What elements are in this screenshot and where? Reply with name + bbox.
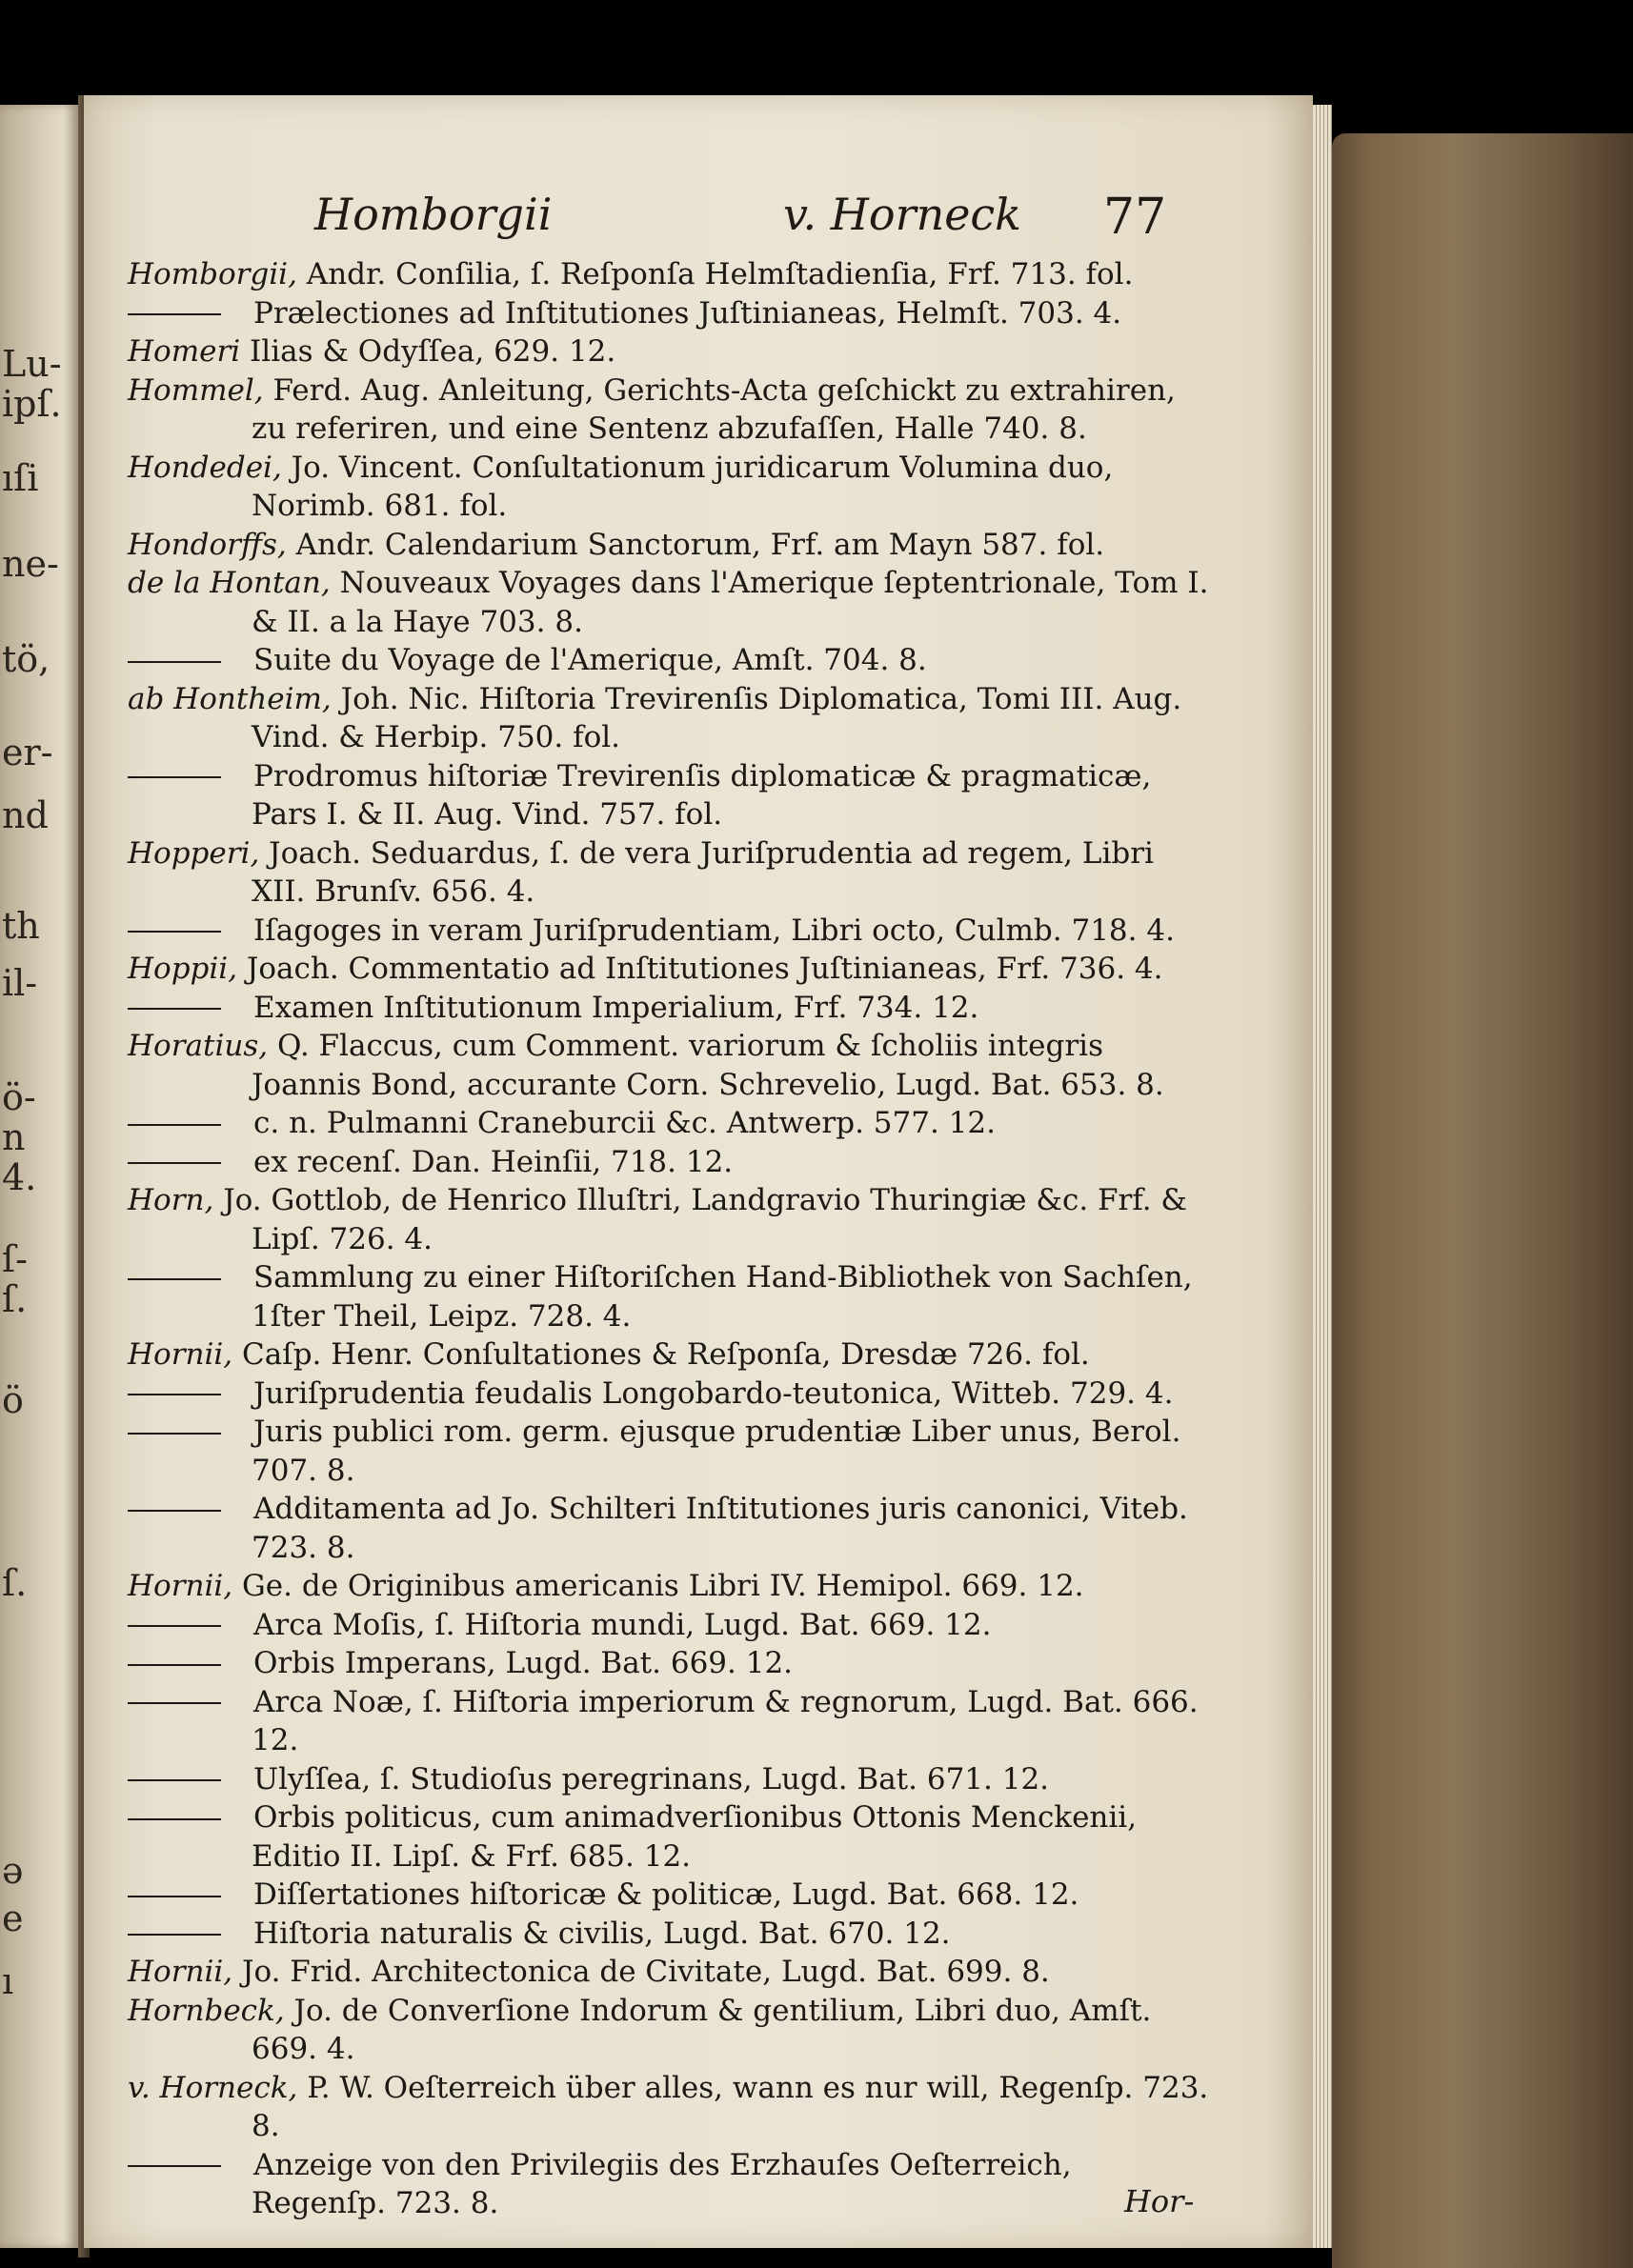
entry-author: Hornii, [128, 1955, 233, 1989]
entry-author: ab Hontheim, [128, 681, 332, 716]
left-page-fragment: ipſ. [2, 383, 62, 425]
entry-text: Anzeige von den Privilegiis des Erzhauſes Oeſterreich, Regenſp. 723. 8. [252, 2147, 1081, 2220]
left-page-fragment: il- [2, 962, 38, 1004]
bibliography-entry [128, 641, 1214, 680]
ditto-dash [128, 661, 221, 663]
catchword: Hor- [1124, 2183, 1195, 2219]
left-page-fragment: nd [2, 794, 49, 836]
left-page-fragment: ne- [2, 543, 59, 585]
left-page-fragment: n [2, 1116, 26, 1158]
entry-text: Iſagoges in veram Juriſprudentiam, Libri octo, Culmb. 718. 4. [253, 913, 1175, 948]
entry-text: Jo. Vincent. Conſultationum juridicarum Volumina duo, Norimb. 681. fol. [252, 450, 1123, 523]
ditto-dash [128, 1779, 221, 1781]
entry-author: Hoppii, [128, 952, 238, 986]
entry-text: c. n. Pulmanni Craneburcii &c. Antwerp. 577. 12. [253, 1106, 996, 1140]
bibliography-entry [128, 1181, 1214, 1258]
ditto-dash [128, 1664, 221, 1666]
bibliography-entry [128, 1644, 1214, 1683]
entry-text: Sammlung zu einer Hiſtoriſchen Hand-Bibliothek von Sachſen, 1ſter Theil, Leipz. 728. 4. [252, 1260, 1202, 1334]
entry-text: P. W. Oeſterreich über alles, wann es nur will, Regenſp. 723. 8. [252, 2070, 1219, 2143]
entry-text: Joach. Commentatio ad Inſtitutiones Juſtinianeas, Frf. 736. 4. [237, 952, 1163, 986]
bibliography-entry [128, 1027, 1214, 1104]
entry-author: v. Horneck, [128, 2070, 298, 2105]
entry-text: Ge. de Originibus americanis Libri IV. Hemipol. 669. 12. [232, 1569, 1084, 1603]
entry-text: Orbis Imperans, Lugd. Bat. 669. 12. [253, 1646, 794, 1680]
bibliography-entry [128, 1567, 1214, 1606]
ditto-dash [128, 1433, 221, 1435]
entry-author: Homborgii, [128, 257, 297, 291]
entry-text: Q. Flaccus, cum Comment. variorum & ſcholiis integris Joannis Bond, accurante Corn. Schrevelio, Lugd. Bat. 653. 8. [252, 1029, 1164, 1102]
bibliography-entry [128, 1413, 1214, 1490]
bibliography-entry [128, 1606, 1214, 1645]
ditto-dash [128, 313, 221, 315]
left-page-fragment: th [2, 905, 40, 947]
ditto-dash [128, 1896, 221, 1897]
entry-text: Hiſtoria naturalis & civilis, Lugd. Bat. 670. 12. [253, 1916, 951, 1951]
entry-text: Additamenta ad Jo. Schilteri Inſtitutiones juris canonici, Viteb. 723. 8. [252, 1492, 1198, 1565]
bibliography-entry [128, 564, 1219, 641]
entry-text: Diſſertationes hiſtoricæ & politicæ, Lugd. Bat. 668. 12. [253, 1877, 1079, 1912]
left-page-fragment: ö [2, 1379, 24, 1421]
bibliography-entry [128, 989, 1214, 1028]
page-number: 77 [1103, 189, 1167, 246]
bibliography-entry [128, 757, 1214, 834]
ditto-dash [128, 1934, 221, 1936]
bibliography-entry [128, 1915, 1214, 1954]
entry-text: Jo. de Converſione Indorum & gentilium, Libri duo, Amſt. 669. 4. [252, 1993, 1161, 2066]
entry-text: Suite du Voyage de l'Amerique, Amſt. 704. 8. [253, 643, 927, 677]
entry-text: Juris publici rom. germ. ejusque prudentiæ Liber unus, Berol. 707. 8. [252, 1415, 1191, 1488]
entry-text: Prodromus hiſtoriæ Trevirenſis diplomaticæ & pragmaticæ, Pars I. & II. Aug. Vind. 757. fol. [252, 758, 1161, 832]
bibliography-entry [128, 912, 1214, 951]
left-page-fragment: ı [2, 1960, 14, 2002]
ditto-dash [128, 1625, 221, 1627]
ditto-dash [128, 1818, 221, 1820]
entry-text: Ulyſſea, ſ. Studioſus peregrinans, Lugd. Bat. 671. 12. [253, 1761, 1050, 1796]
entry-text: Orbis politicus, cum animadverſionibus Ottonis Menckenii, Editio II. Lipſ. & Frf. 685. 12. [252, 1800, 1146, 1874]
entry-author: Horn, [128, 1183, 214, 1217]
bibliography-entry [128, 294, 1214, 333]
bibliography-entry [128, 2069, 1219, 2146]
entry-text: Examen Inſtitutionum Imperialium, Frf. 734. 12. [253, 990, 979, 1025]
bibliography-entry [128, 1876, 1214, 1915]
left-page-fragment: 4. [2, 1156, 37, 1198]
entry-author: Hornii, [128, 1337, 233, 1372]
entry-text: Joach. Seduardus, ſ. de vera Juriſprudentia ad regem, Libri XII. Brunſv. 656. 4. [252, 835, 1163, 909]
left-facing-page [0, 105, 78, 2248]
entry-text: Arca Moſis, ſ. Hiſtoria mundi, Lugd. Bat. 669. 12. [253, 1607, 992, 1642]
entry-text: Prælectiones ad Inſtitutiones Juſtinianeas, Helmſt. 703. 4. [253, 295, 1122, 331]
left-page-fragment: ıſi [2, 457, 39, 499]
entry-text: Juriſprudentia feudalis Longobardo-teutonica, Witteb. 729. 4. [253, 1375, 1174, 1411]
bibliography-entry [128, 1953, 1214, 1992]
entry-text: Nouveaux Voyages dans l'Amerique ſeptentrionale, Tom I. & II. a la Haye 703. 8. [252, 566, 1219, 639]
bibliography-entry [128, 834, 1214, 912]
bibliography-entry [128, 1683, 1214, 1760]
ditto-dash [128, 931, 221, 933]
entry-author: Horatius, [128, 1029, 269, 1063]
leather-cover [1332, 133, 1633, 2268]
entry-author: Hornbeck, [128, 1993, 285, 2028]
entry-author: Homeri [128, 334, 241, 369]
entry-text: ex recenſ. Dan. Heinſii, 718. 12. [253, 1144, 734, 1179]
ditto-dash [128, 1124, 221, 1126]
bibliography-entry [128, 449, 1214, 526]
bibliography-entry [128, 1375, 1214, 1414]
bibliography-entry [128, 2146, 1214, 2223]
left-page-fragment: ə [2, 1850, 24, 1892]
entry-author: Hornii, [128, 1569, 233, 1603]
ditto-dash [128, 1394, 221, 1395]
bibliography-entry [128, 680, 1214, 757]
bibliography-entry [128, 1143, 1214, 1182]
entry-text: Arca Noæ, ſ. Hiſtoria imperiorum & regnorum, Lugd. Bat. 666. 12. [252, 1684, 1208, 1757]
entry-text: Ilias & Odyſſea, 629. 12. [240, 334, 616, 369]
entry-text: Ferd. Aug. Anleitung, Gerichts-Acta geſchickt zu extrahiren, zu referiren, und eine Sentenz abzufaſſen, Halle 740. 8. [252, 372, 1185, 446]
bibliography-entry [128, 371, 1214, 449]
ditto-dash [128, 2165, 221, 2167]
left-page-fragment: tö, [2, 638, 50, 680]
left-page-fragment: Lu- [2, 343, 62, 385]
left-page-fragment: ſ. [2, 1562, 28, 1604]
ditto-dash [128, 1008, 221, 1010]
left-page-fragment: er- [2, 732, 53, 773]
entry-text: Jo. Gottlob, de Henrico Illuſtri, Landgravio Thuringiæ &c. Frf. & Lipſ. 726. 4. [213, 1183, 1197, 1256]
bibliography-list [128, 255, 1219, 2223]
bibliography-entry [128, 526, 1214, 565]
bibliography-entry [128, 1992, 1214, 2069]
entry-text: Caſp. Henr. Conſultationes & Reſponſa, Dresdæ 726. fol. [232, 1337, 1090, 1372]
bibliography-entry [128, 1335, 1214, 1375]
bibliography-entry [128, 950, 1214, 989]
ditto-dash [128, 1162, 221, 1164]
ditto-dash [128, 1278, 221, 1280]
entry-text: Andr. Conſilia, ſ. Reſponſa Helmſtadienſia, Frf. 713. fol. [296, 257, 1134, 291]
bibliography-entry [128, 1798, 1214, 1876]
bibliography-entry [128, 1258, 1214, 1335]
entry-text: Andr. Calendarium Sanctorum, Frf. am Mayn 587. fol. [286, 527, 1105, 562]
entry-author: Hopperi, [128, 835, 260, 871]
ditto-dash [128, 1702, 221, 1704]
entry-author: Hondorffs, [128, 527, 287, 562]
bibliography-entry [128, 255, 1214, 294]
bibliography-entry [128, 1104, 1214, 1143]
bibliography-entry [128, 1760, 1214, 1799]
entry-text: Joh. Nic. Hiſtoria Trevirenſis Diplomatica, Tomi III. Aug. Vind. & Herbip. 750. fol. [252, 681, 1192, 754]
entry-text: Jo. Frid. Architectonica de Civitate, Lugd. Bat. 699. 8. [232, 1955, 1050, 1989]
left-page-fragment: e [2, 1897, 24, 1939]
bibliography-entry [128, 332, 1214, 371]
running-head-center: v. Horneck [783, 189, 1022, 240]
left-page-fragment: ſ- [2, 1238, 28, 1280]
entry-author: Hondedei, [128, 450, 282, 485]
left-page-fragment: ö- [2, 1076, 36, 1118]
page-edges [1313, 105, 1332, 2248]
entry-author: de la Hontan, [128, 566, 331, 600]
ditto-dash [128, 1510, 221, 1512]
ditto-dash [128, 776, 221, 778]
left-page-fragment: ſ. [2, 1278, 28, 1320]
entry-author: Hommel, [128, 372, 264, 408]
running-head-left: Homborgii [314, 189, 553, 240]
bibliography-entry [128, 1490, 1214, 1567]
